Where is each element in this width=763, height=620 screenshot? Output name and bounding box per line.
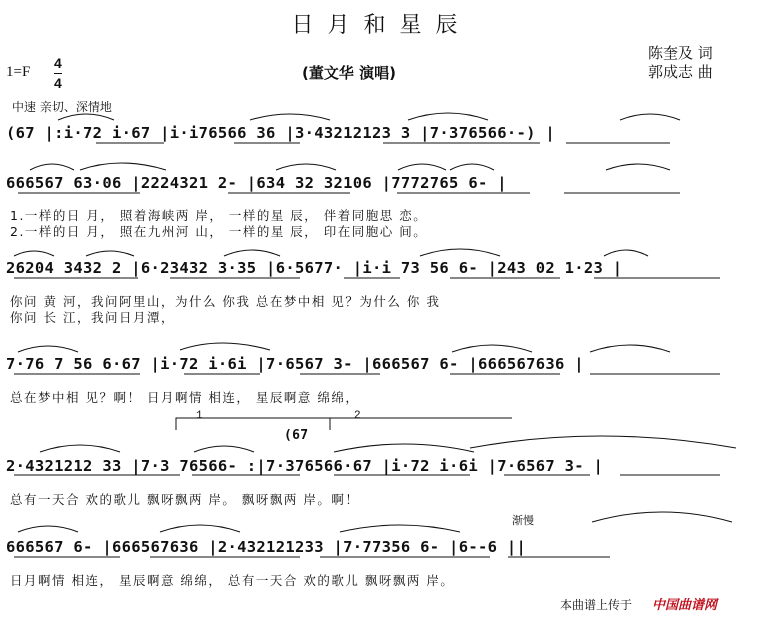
composer-credit: 郭成志 曲 (648, 63, 713, 81)
music-line-3: 26204 3432 2 |6·23432 3·35 |6·5677· |i·i 73 56 6- |243 02 1·23 | (6, 259, 623, 277)
volta-second-label: 2 (354, 410, 361, 422)
music-line-4: 7·76 7 56 6·67 |i·72 i·6i |7·6567 3- |666567 6- |666567636 | (6, 355, 584, 373)
lyric-line-2: 2.一样的日 月， 照在九州河 山， 一样的星 辰， 印在同胞心 间。 (10, 224, 428, 239)
music-line-2: 666567 63·06 |2224321 2- |634 32 32106 |7772765 6- | (6, 174, 507, 192)
upload-note: 本曲谱上传于 (560, 598, 633, 612)
music-line-5: 2·4321212 33 |7·3 76566- :|7·376566·67 |i·72 i·6i |7·6567 3- | (6, 457, 604, 475)
time-signature-divider (54, 73, 62, 74)
dynamic-marking: 渐慢 (512, 514, 534, 527)
time-signature-top: 4 (54, 55, 62, 71)
tempo-marking: 中速 亲切、深情地 (12, 100, 112, 114)
time-signature (54, 55, 62, 92)
lyric-line-3: 你问 黄 河，我问阿里山，为什么 你我 总在梦中相 见？为什么 你 我 (10, 294, 441, 309)
lyric-line-6: 总有一天合 欢的歌儿 飘呀飘两 岸。 飘呀飘两 岸。啊！ (10, 492, 360, 507)
site-logo[interactable]: 中国曲谱网 (652, 598, 718, 613)
pickup-notes: (67 (284, 428, 309, 443)
lyricist-credit: 陈奎及 词 (648, 44, 713, 62)
volta-first-label: 1 (196, 410, 203, 422)
lyric-line-5: 总在梦中相 见？啊！ 日月啊情 相连， 星辰啊意 绵绵， (10, 390, 360, 405)
page-title: 日月和星辰 (291, 13, 472, 38)
author-credits (648, 44, 713, 82)
time-signature-bottom: 4 (54, 75, 62, 91)
singer-credit: (董文华 演唱) (302, 64, 396, 82)
key-signature: 1=F (6, 64, 31, 80)
lyric-line-7: 日月啊情 相连， 星辰啊意 绵绵， 总有一天合 欢的歌儿 飘呀飘两 岸。 (10, 573, 455, 588)
lyric-line-4: 你问 长 江，我问日月潭， (10, 310, 175, 325)
music-line-6: 666567 6- |666567636 |2·432121233 |7·77356 6- |6--6 || (6, 538, 527, 556)
music-line-1: (67 |:i·72 i·67 |i·i76566 36 |3·43212123 3 |7·376566·-) | (6, 124, 556, 142)
lyric-line-1: 1.一样的日 月， 照着海峡两 岸， 一样的星 辰， 伴着同胞思 恋。 (10, 208, 428, 223)
